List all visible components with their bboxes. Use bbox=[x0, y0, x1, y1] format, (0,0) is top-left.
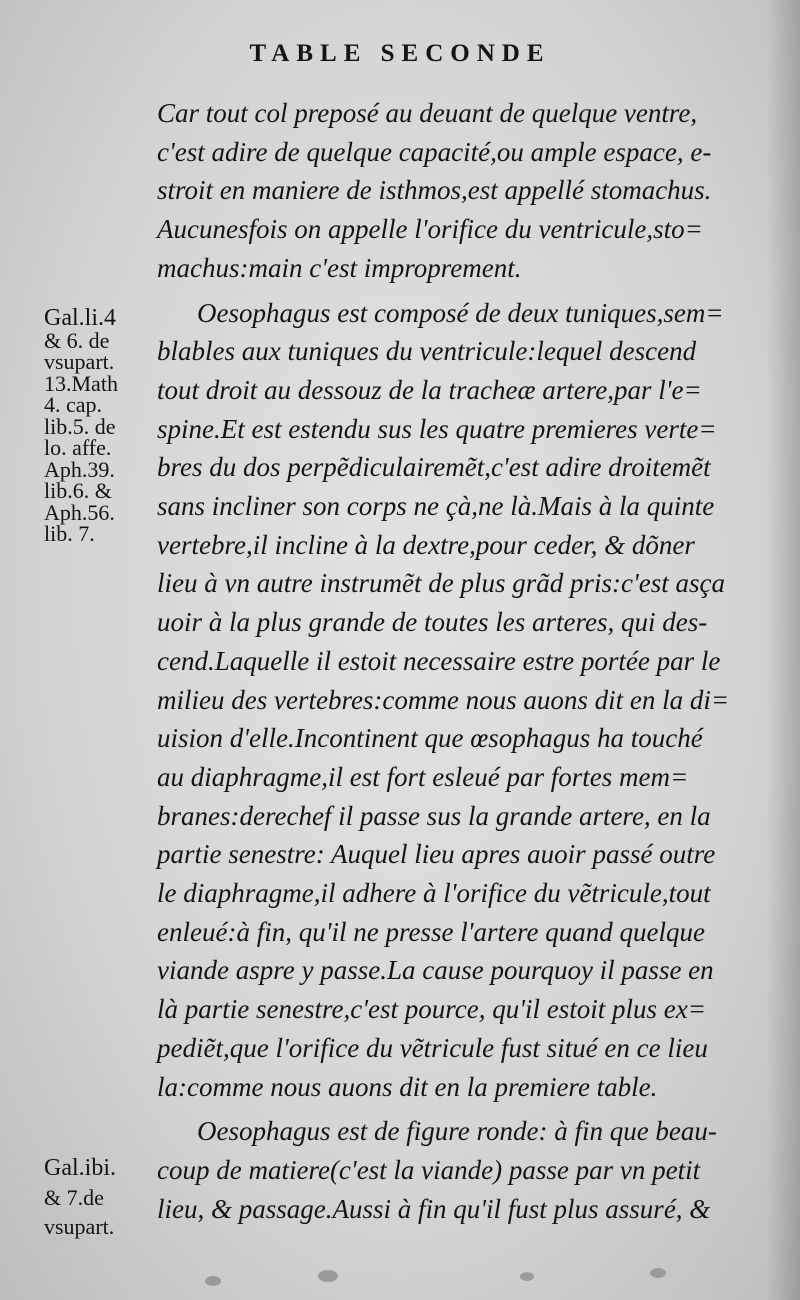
paper-speck bbox=[650, 1268, 666, 1278]
running-head: TABLE SECONDE bbox=[249, 40, 551, 67]
text-line: lieu, & passage.Aussi à fin qu'il fust plus assuré, & bbox=[157, 1193, 711, 1224]
margin-note: lib. 7. bbox=[44, 521, 95, 546]
text-line: coup de matiere(c'est la viande) passe par vn petit bbox=[157, 1154, 701, 1185]
text-line: partie senestre: Auquel lieu apres auoir passé outre bbox=[157, 839, 716, 870]
text-line: Aucunesfois on appelle l'orifice du ventricule,sto= bbox=[157, 214, 703, 245]
text-line: là partie senestre,c'est pource, qu'il estoit plus ex= bbox=[157, 994, 706, 1025]
margin-note: Aph.56. bbox=[44, 499, 115, 525]
margin-note-group bbox=[44, 1154, 156, 1241]
text-line: stroit en maniere de isthmos,est appellé stomachus. bbox=[157, 175, 712, 206]
text-line: Oesophagus est de figure ronde: à fin que beau- bbox=[197, 1116, 717, 1147]
text-line: la:comme nous auons dit en la premiere table. bbox=[157, 1071, 658, 1102]
text-line: cend.Laquelle il estoit necessaire estre portée par le bbox=[157, 645, 721, 676]
margin-note: lib.5. de bbox=[44, 413, 116, 439]
paper-speck bbox=[520, 1272, 534, 1281]
text-line: bres du dos perpẽdiculairemẽt,c'est adire droitemẽt bbox=[157, 452, 711, 483]
body-text bbox=[157, 94, 777, 1228]
text-line: Car tout col preposé au deuant de quelque ventre, bbox=[157, 98, 698, 128]
text-line: vertebre,il incline à la dextre,pour ceder, & dõner bbox=[157, 529, 695, 560]
margin-note: vsupart. bbox=[44, 349, 115, 374]
text-line: blables aux tuniques du ventricule:lequel descend bbox=[157, 336, 697, 367]
paper-speck bbox=[318, 1270, 338, 1282]
text-line: viande aspre y passe.La cause pourquoy il passe en bbox=[157, 955, 714, 986]
text-line: uoir à la plus grande de toutes les arteres, qui des- bbox=[157, 607, 708, 638]
margin-note: Gal.li.4 bbox=[44, 305, 116, 331]
text-line: sans incliner son corps ne çà,ne là.Mais à la quinte bbox=[157, 491, 715, 522]
text-line: Oesophagus est composé de deux tuniques,sem= bbox=[197, 297, 724, 328]
margin-note-group bbox=[44, 305, 156, 546]
margin-note: Gal.ibi. bbox=[44, 1155, 116, 1181]
text-line: spine.Et est estendu sus les quatre premieres verte= bbox=[157, 413, 717, 444]
text-line: pediẽt,que l'orifice du vẽtricule fust situé en ce lieu bbox=[157, 1032, 708, 1063]
text-line: uision d'elle.Incontinent que œsophagus ha touché bbox=[157, 723, 703, 754]
margin-note: 4. cap. bbox=[44, 392, 103, 417]
text-line: machus:main c'est improprement. bbox=[157, 252, 522, 283]
text-line: au diaphragme,il est fort esleué par fortes mem= bbox=[157, 761, 689, 792]
text-line: branes:derechef il passe sus la grande artere, en la bbox=[157, 800, 711, 831]
paper-speck bbox=[205, 1276, 221, 1286]
margin-note: & 6. de bbox=[44, 327, 110, 353]
text-line: milieu des vertebres:comme nous auons dit en la di= bbox=[157, 684, 730, 715]
margin-note: Aph.39. bbox=[44, 456, 115, 482]
margin-note: & 7.de bbox=[44, 1185, 104, 1210]
margin-note: vsupart. bbox=[44, 1214, 115, 1239]
text-line: lieu à vn autre instrumẽt de plus grãd pris:c'est asça bbox=[157, 568, 725, 599]
text-line: le diaphragme,il adhere à l'orifice du vẽtricule,tout bbox=[157, 878, 711, 909]
margin-note: 13.Math bbox=[44, 370, 118, 396]
text-line: enleué:à fin, qu'il ne presse l'artere quand quelque bbox=[157, 916, 705, 947]
text-line: tout droit au dessouz de la tracheæ artere,par l'e= bbox=[157, 374, 702, 405]
text-line: c'est adire de quelque capacité,ou ample espace, e- bbox=[157, 136, 712, 167]
margin-note: lo. affe. bbox=[44, 435, 112, 460]
margin-note: lib.6. & bbox=[44, 478, 112, 503]
